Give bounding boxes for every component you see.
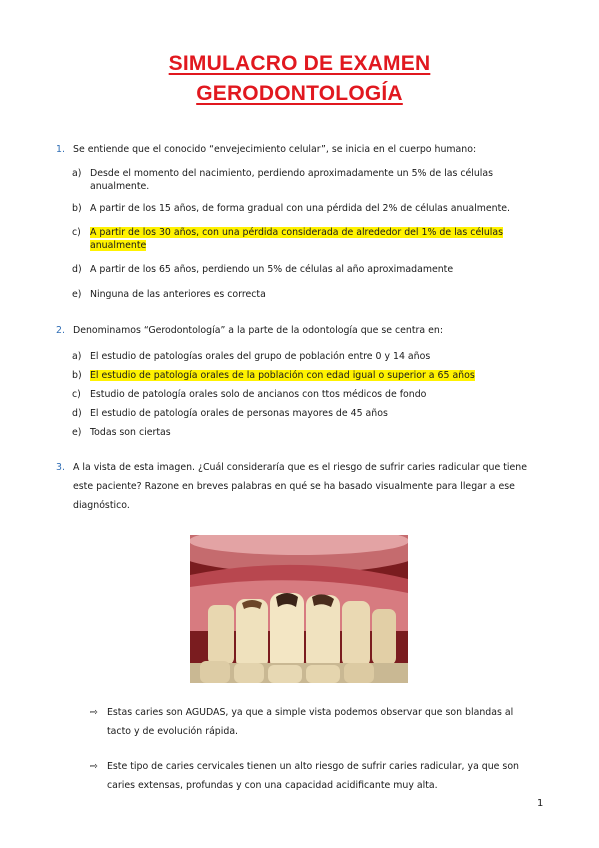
option-1a [72, 167, 542, 193]
question-3 [56, 458, 546, 515]
option-2d [72, 407, 542, 420]
option-text: Todas son ciertas [90, 427, 171, 438]
answer-1 [90, 703, 540, 741]
option-letter: b) [72, 370, 82, 381]
option-1e [72, 288, 542, 301]
teeth-photo-image [190, 535, 408, 683]
option-letter: c) [72, 389, 81, 400]
option-letter: c) [72, 227, 81, 238]
question-2 [56, 322, 546, 339]
option-text: A partir de los 65 años, perdiendo un 5% de células al año aproximadamente [90, 264, 454, 275]
page-title-line1: SIMULACRO DE EXAMEN [168, 52, 431, 75]
option-letter: e) [72, 289, 82, 300]
option-text: A partir de los 15 años, de forma gradual con una pérdida del 2% de células anualmente. [90, 203, 511, 214]
question-text: Se entiende que el conocido “envejecimiento celular”, se inicia en el cuerpo humano: [73, 144, 477, 155]
option-1d [72, 263, 542, 276]
option-letter: d) [72, 408, 82, 419]
option-letter: d) [72, 264, 82, 275]
page-number: 1 [537, 798, 544, 809]
teeth-photo [190, 535, 408, 683]
answer-text: Este tipo de caries cervicales tienen un alto riesgo de sufrir caries radicular, ya que son caries extensas, profundas y con una capacidad acidificante muy alta. [107, 761, 519, 791]
option-1b [72, 202, 542, 215]
option-letter: a) [72, 351, 82, 362]
question-number: 1. [56, 144, 65, 155]
option-text-highlighted: A partir de los 30 años, con una pérdida considerada de alrededor del 1% de las células anualmente [90, 227, 503, 251]
option-2a [72, 350, 542, 363]
option-text-highlighted: El estudio de patología orales de la población con edad igual o superior a 65 años [90, 370, 475, 381]
option-2c [72, 388, 542, 401]
option-text: Ninguna de las anteriores es correcta [90, 289, 266, 300]
question-text: A la vista de esta imagen. ¿Cuál consideraría que es el riesgo de sufrir caries radicular que tiene este paciente? Razone en breves palabras en qué se ha basado visualmente para llegar a ese diagnóstico. [73, 462, 527, 511]
question-text: Denominamos “Gerodontología” a la parte de la odontología que se centra en: [73, 325, 443, 336]
question-1 [56, 141, 546, 158]
option-text: El estudio de patologías orales del grupo de población entre 0 y 14 años [90, 351, 431, 362]
option-letter: e) [72, 427, 82, 438]
answer-text: Estas caries son AGUDAS, ya que a simple vista podemos observar que son blandas al tacto y de evolución rápida. [107, 707, 514, 737]
question-number: 2. [56, 325, 65, 336]
option-2e [72, 426, 542, 439]
question-number: 3. [56, 462, 65, 473]
answer-2 [90, 757, 540, 795]
arrow-right-icon: ⇨ [90, 761, 98, 772]
option-letter: b) [72, 203, 82, 214]
page-title-line2: GERODONTOLOGÍA [196, 82, 403, 105]
option-text: Desde el momento del nacimiento, perdiendo aproximadamente un 5% de las células anualmente. [90, 168, 494, 192]
option-text: El estudio de patología orales de personas mayores de 45 años [90, 408, 388, 419]
option-1c [72, 226, 542, 252]
option-letter: a) [72, 168, 82, 179]
option-text: Estudio de patología orales solo de ancianos con ttos médicos de fondo [90, 389, 427, 400]
arrow-right-icon: ⇨ [90, 707, 98, 718]
option-2b [72, 369, 542, 382]
